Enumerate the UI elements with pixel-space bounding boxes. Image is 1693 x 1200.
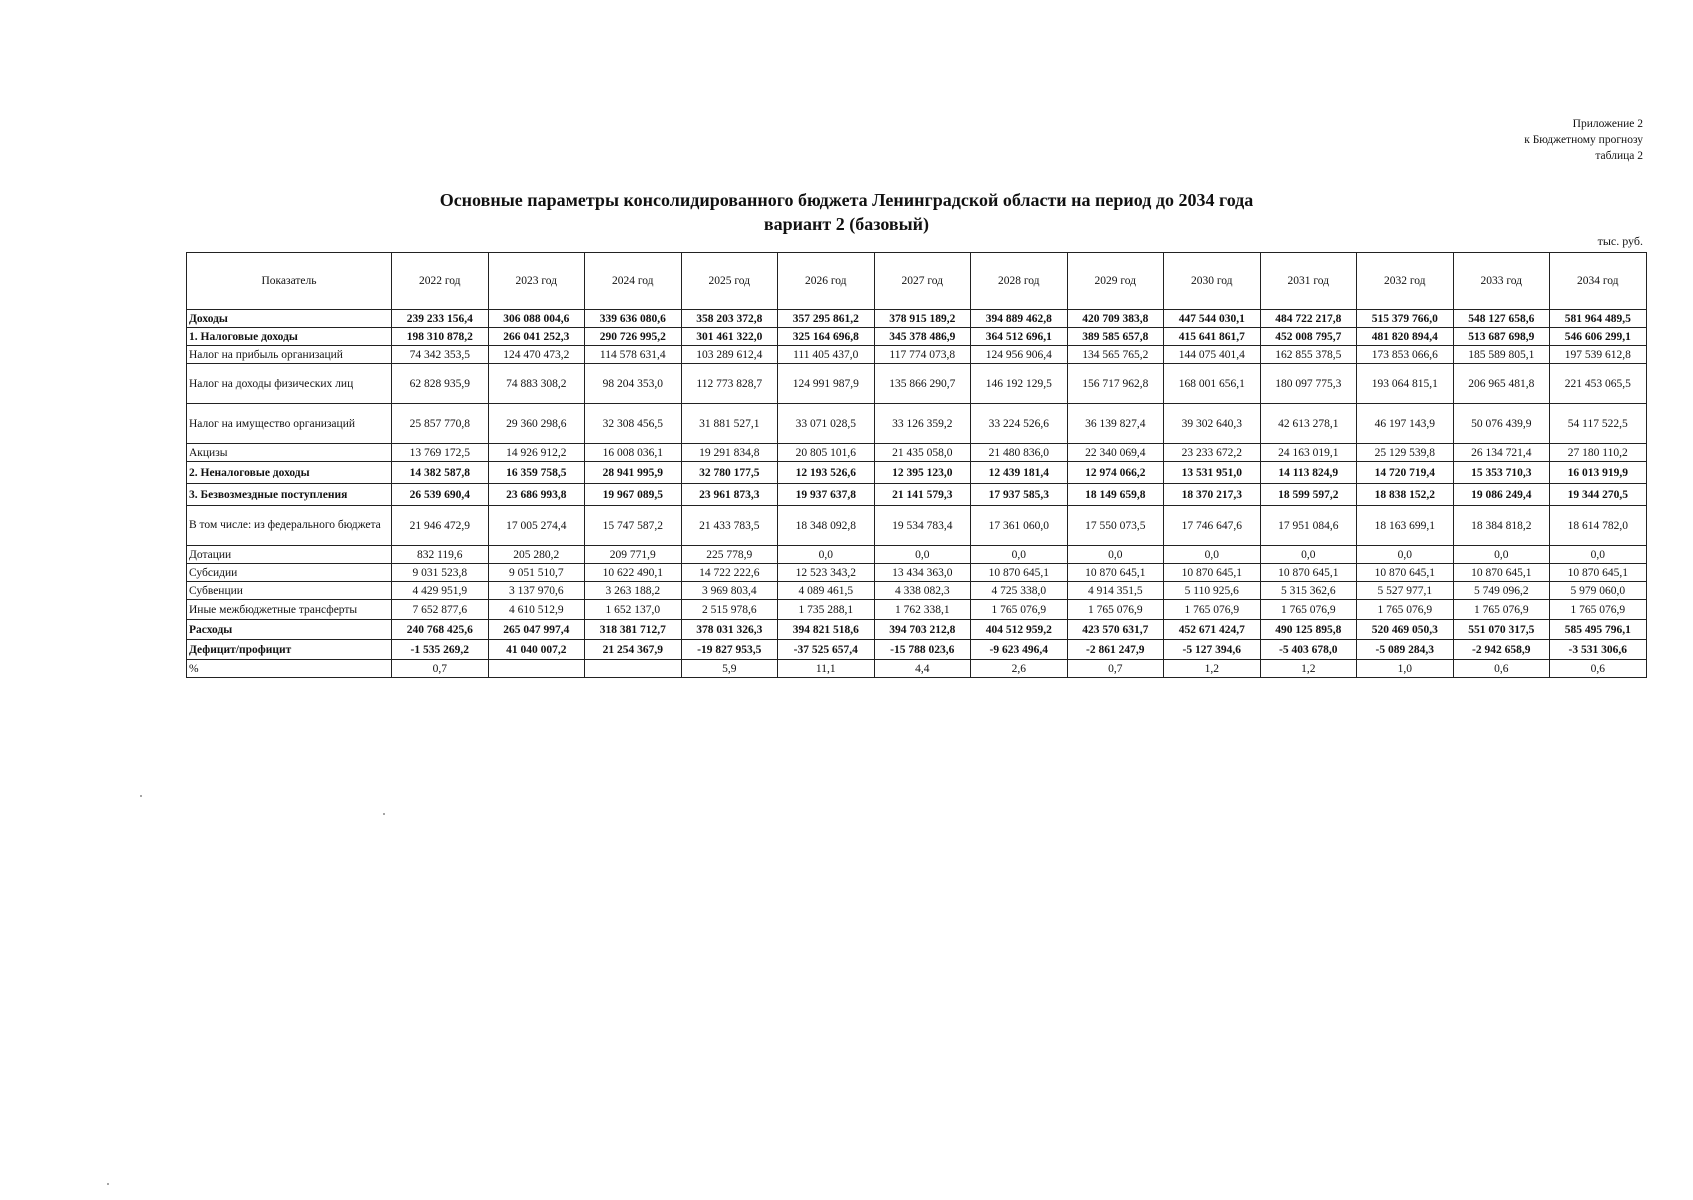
- row-label: 2. Неналоговые доходы: [187, 462, 392, 484]
- table-cell: 32 780 177,5: [681, 462, 778, 484]
- table-cell: 0,6: [1453, 660, 1550, 678]
- table-cell: 168 001 656,1: [1164, 364, 1261, 404]
- table-cell: 205 280,2: [488, 546, 585, 564]
- table-cell: 5 315 362,6: [1260, 582, 1357, 600]
- table-cell: 19 967 089,5: [585, 484, 682, 506]
- table-cell: 1 765 076,9: [971, 600, 1068, 620]
- table-cell: 14 926 912,2: [488, 444, 585, 462]
- table-cell: 484 722 217,8: [1260, 310, 1357, 328]
- table-cell: -1 535 269,2: [392, 640, 489, 660]
- table-cell: 1 765 076,9: [1067, 600, 1164, 620]
- table-row: [187, 484, 1647, 506]
- table-cell: 15 747 587,2: [585, 506, 682, 546]
- table-cell: -19 827 953,5: [681, 640, 778, 660]
- table-cell: 14 382 587,8: [392, 462, 489, 484]
- table-cell: 7 652 877,6: [392, 600, 489, 620]
- table-cell: 1,2: [1260, 660, 1357, 678]
- table-cell: 11,1: [778, 660, 875, 678]
- table-cell: 0,0: [1357, 546, 1454, 564]
- table-cell: 144 075 401,4: [1164, 346, 1261, 364]
- table-cell: 4 089 461,5: [778, 582, 875, 600]
- table-cell: 423 570 631,7: [1067, 620, 1164, 640]
- table-cell: 14 113 824,9: [1260, 462, 1357, 484]
- row-label: Акцизы: [187, 444, 392, 462]
- table-cell: 490 125 895,8: [1260, 620, 1357, 640]
- table-cell: 17 951 084,6: [1260, 506, 1357, 546]
- table-cell: 357 295 861,2: [778, 310, 875, 328]
- table-cell: 18 163 699,1: [1357, 506, 1454, 546]
- table-cell: 26 539 690,4: [392, 484, 489, 506]
- table-cell: 17 937 585,3: [971, 484, 1068, 506]
- table-cell: 5 979 060,0: [1550, 582, 1647, 600]
- row-label: Дефицит/профицит: [187, 640, 392, 660]
- column-header-year: 2022 год: [392, 253, 489, 310]
- table-cell: 481 820 894,4: [1357, 328, 1454, 346]
- column-header-year: 2029 год: [1067, 253, 1164, 310]
- table-cell: 12 193 526,6: [778, 462, 875, 484]
- table-cell: 74 883 308,2: [488, 364, 585, 404]
- row-label: Налог на прибыль организаций: [187, 346, 392, 364]
- column-header-year: 2033 год: [1453, 253, 1550, 310]
- row-label: 3. Безвозмездные поступления: [187, 484, 392, 506]
- table-cell: 146 192 129,5: [971, 364, 1068, 404]
- table-cell: 103 289 612,4: [681, 346, 778, 364]
- table-cell: 1 765 076,9: [1453, 600, 1550, 620]
- table-cell: 198 310 878,2: [392, 328, 489, 346]
- appendix-line: таблица 2: [1595, 150, 1643, 162]
- table-cell: 180 097 775,3: [1260, 364, 1357, 404]
- table-row: [187, 564, 1647, 582]
- table-cell: 23 233 672,2: [1164, 444, 1261, 462]
- table-cell: 33 224 526,6: [971, 404, 1068, 444]
- table-cell: 515 379 766,0: [1357, 310, 1454, 328]
- table-cell: 0,6: [1550, 660, 1647, 678]
- table-cell: 17 746 647,6: [1164, 506, 1261, 546]
- table-cell: 21 480 836,0: [971, 444, 1068, 462]
- row-label: Иные межбюджетные трансферты: [187, 600, 392, 620]
- column-header-year: 2023 год: [488, 253, 585, 310]
- table-cell: 17 550 073,5: [1067, 506, 1164, 546]
- table-cell: 0,0: [971, 546, 1068, 564]
- table-cell: 10 870 645,1: [1260, 564, 1357, 582]
- table-cell: 4 725 338,0: [971, 582, 1068, 600]
- table-cell: 21 433 783,5: [681, 506, 778, 546]
- table-cell: 19 937 637,8: [778, 484, 875, 506]
- table-cell: 23 686 993,8: [488, 484, 585, 506]
- table-cell: 117 774 073,8: [874, 346, 971, 364]
- table-cell: 209 771,9: [585, 546, 682, 564]
- table-cell: 193 064 815,1: [1357, 364, 1454, 404]
- table-cell: 546 606 299,1: [1550, 328, 1647, 346]
- table-cell: -15 788 023,6: [874, 640, 971, 660]
- table-cell: 10 870 645,1: [1164, 564, 1261, 582]
- row-label: Налог на имущество организаций: [187, 404, 392, 444]
- table-row: [187, 640, 1647, 660]
- table-row: [187, 546, 1647, 564]
- table-cell: 18 614 782,0: [1550, 506, 1647, 546]
- table-cell: 114 578 631,4: [585, 346, 682, 364]
- table-cell: 1 765 076,9: [1164, 600, 1261, 620]
- table-cell: 162 855 378,5: [1260, 346, 1357, 364]
- table-cell: 301 461 322,0: [681, 328, 778, 346]
- table-cell: 25 857 770,8: [392, 404, 489, 444]
- table-cell: 10 870 645,1: [1453, 564, 1550, 582]
- table-cell: 10 870 645,1: [971, 564, 1068, 582]
- table-cell: 378 915 189,2: [874, 310, 971, 328]
- table-cell: 21 141 579,3: [874, 484, 971, 506]
- table-row: [187, 444, 1647, 462]
- table-cell: 221 453 065,5: [1550, 364, 1647, 404]
- table-cell: 12 974 066,2: [1067, 462, 1164, 484]
- units-label: тыс. руб.: [1597, 234, 1643, 248]
- table-cell: 325 164 696,8: [778, 328, 875, 346]
- column-header-year: 2024 год: [585, 253, 682, 310]
- table-cell: 41 040 007,2: [488, 640, 585, 660]
- table-cell: 0,0: [778, 546, 875, 564]
- column-header-year: 2028 год: [971, 253, 1068, 310]
- table-cell: 18 599 597,2: [1260, 484, 1357, 506]
- table-cell: 17 361 060,0: [971, 506, 1068, 546]
- row-label: Расходы: [187, 620, 392, 640]
- table-cell: 415 641 861,7: [1164, 328, 1261, 346]
- table-cell: 290 726 995,2: [585, 328, 682, 346]
- table-cell: 520 469 050,3: [1357, 620, 1454, 640]
- table-cell: 18 149 659,8: [1067, 484, 1164, 506]
- table-cell: 39 302 640,3: [1164, 404, 1261, 444]
- table-cell: 318 381 712,7: [585, 620, 682, 640]
- table-cell: 22 340 069,4: [1067, 444, 1164, 462]
- table-cell: 18 384 818,2: [1453, 506, 1550, 546]
- table-row: [187, 328, 1647, 346]
- row-label: Субсидии: [187, 564, 392, 582]
- table-cell: 33 071 028,5: [778, 404, 875, 444]
- row-label: Субвенции: [187, 582, 392, 600]
- table-cell: 452 671 424,7: [1164, 620, 1261, 640]
- table-cell: 36 139 827,4: [1067, 404, 1164, 444]
- table-cell: 394 889 462,8: [971, 310, 1068, 328]
- table-cell: 404 512 959,2: [971, 620, 1068, 640]
- table-cell: 19 344 270,5: [1550, 484, 1647, 506]
- table-cell: 111 405 437,0: [778, 346, 875, 364]
- table-cell: -3 531 306,6: [1550, 640, 1647, 660]
- table-cell: 21 254 367,9: [585, 640, 682, 660]
- table-header-row: [187, 253, 1647, 310]
- table-cell: 5 527 977,1: [1357, 582, 1454, 600]
- table-row: [187, 364, 1647, 404]
- table-cell: 3 969 803,4: [681, 582, 778, 600]
- table-cell: 4 338 082,3: [874, 582, 971, 600]
- table-cell: 12 523 343,2: [778, 564, 875, 582]
- table-cell: 135 866 290,7: [874, 364, 971, 404]
- table-cell: 0,0: [1453, 546, 1550, 564]
- table-cell: 4 610 512,9: [488, 600, 585, 620]
- table-cell: 50 076 439,9: [1453, 404, 1550, 444]
- appendix-note: [1524, 116, 1643, 164]
- column-header-indicator: Показатель: [187, 253, 392, 310]
- table-cell: 1 765 076,9: [1260, 600, 1357, 620]
- table-cell: 394 821 518,6: [778, 620, 875, 640]
- table-cell: 0,7: [1067, 660, 1164, 678]
- table-cell: 420 709 383,8: [1067, 310, 1164, 328]
- table-cell: [488, 660, 585, 678]
- table-cell: 10 870 645,1: [1357, 564, 1454, 582]
- appendix-line: к Бюджетному прогнозу: [1524, 134, 1643, 146]
- table-cell: 358 203 372,8: [681, 310, 778, 328]
- table-cell: 18 838 152,2: [1357, 484, 1454, 506]
- table-cell: 548 127 658,6: [1453, 310, 1550, 328]
- table-cell: -37 525 657,4: [778, 640, 875, 660]
- table-cell: 0,0: [1550, 546, 1647, 564]
- table-cell: 5 110 925,6: [1164, 582, 1261, 600]
- table-cell: 581 964 489,5: [1550, 310, 1647, 328]
- appendix-line: Приложение 2: [1572, 118, 1643, 130]
- column-header-year: 2031 год: [1260, 253, 1357, 310]
- table-cell: 0,7: [392, 660, 489, 678]
- table-cell: 265 047 997,4: [488, 620, 585, 640]
- table-cell: 32 308 456,5: [585, 404, 682, 444]
- table-cell: 1 765 076,9: [1550, 600, 1647, 620]
- table-cell: 197 539 612,8: [1550, 346, 1647, 364]
- table-cell: 551 070 317,5: [1453, 620, 1550, 640]
- table-cell: -5 403 678,0: [1260, 640, 1357, 660]
- table-cell: 134 565 765,2: [1067, 346, 1164, 364]
- table-cell: 1,2: [1164, 660, 1261, 678]
- table-cell: 13 434 363,0: [874, 564, 971, 582]
- table-cell: 28 941 995,9: [585, 462, 682, 484]
- table-cell: 173 853 066,6: [1357, 346, 1454, 364]
- table-cell: 585 495 796,1: [1550, 620, 1647, 640]
- table-cell: 124 991 987,9: [778, 364, 875, 404]
- table-cell: -2 942 658,9: [1453, 640, 1550, 660]
- table-cell: 29 360 298,6: [488, 404, 585, 444]
- table-cell: 98 204 353,0: [585, 364, 682, 404]
- table-cell: 339 636 080,6: [585, 310, 682, 328]
- table-cell: 4,4: [874, 660, 971, 678]
- table-cell: 124 956 906,4: [971, 346, 1068, 364]
- row-label: 1. Налоговые доходы: [187, 328, 392, 346]
- row-label: Дотации: [187, 546, 392, 564]
- table-cell: 13 531 951,0: [1164, 462, 1261, 484]
- table-cell: 185 589 805,1: [1453, 346, 1550, 364]
- table-cell: 17 005 274,4: [488, 506, 585, 546]
- table-row: [187, 582, 1647, 600]
- table-cell: 225 778,9: [681, 546, 778, 564]
- scan-speck: [383, 813, 385, 815]
- table-cell: 3 137 970,6: [488, 582, 585, 600]
- table-cell: 124 470 473,2: [488, 346, 585, 364]
- table-cell: 25 129 539,8: [1357, 444, 1454, 462]
- table-cell: 13 769 172,5: [392, 444, 489, 462]
- table-row: [187, 600, 1647, 620]
- table-cell: 12 395 123,0: [874, 462, 971, 484]
- scan-speck: [107, 1183, 109, 1185]
- table-cell: 0,0: [1067, 546, 1164, 564]
- table-cell: 62 828 935,9: [392, 364, 489, 404]
- table-cell: 378 031 326,3: [681, 620, 778, 640]
- table-cell: 0,0: [874, 546, 971, 564]
- table-cell: 74 342 353,5: [392, 346, 489, 364]
- column-header-year: 2026 год: [778, 253, 875, 310]
- table-cell: 23 961 873,3: [681, 484, 778, 506]
- table-cell: 1 765 076,9: [1357, 600, 1454, 620]
- table-cell: 10 870 645,1: [1067, 564, 1164, 582]
- row-label: Налог на доходы физических лиц: [187, 364, 392, 404]
- table-cell: 156 717 962,8: [1067, 364, 1164, 404]
- scan-speck: [140, 795, 142, 797]
- page-title: [0, 188, 1693, 236]
- table-cell: 19 534 783,4: [874, 506, 971, 546]
- table-cell: 5 749 096,2: [1453, 582, 1550, 600]
- table-cell: 452 008 795,7: [1260, 328, 1357, 346]
- table-cell: 18 370 217,3: [1164, 484, 1261, 506]
- table-cell: 832 119,6: [392, 546, 489, 564]
- table-cell: 1 735 288,1: [778, 600, 875, 620]
- table-cell: 21 435 058,0: [874, 444, 971, 462]
- table-row: [187, 462, 1647, 484]
- table-cell: 1,0: [1357, 660, 1454, 678]
- table-cell: 54 117 522,5: [1550, 404, 1647, 444]
- table-cell: 33 126 359,2: [874, 404, 971, 444]
- row-label: Доходы: [187, 310, 392, 328]
- table-cell: 14 722 222,6: [681, 564, 778, 582]
- table-cell: 2,6: [971, 660, 1068, 678]
- column-header-year: 2027 год: [874, 253, 971, 310]
- table-cell: 20 805 101,6: [778, 444, 875, 462]
- table-cell: 16 008 036,1: [585, 444, 682, 462]
- table-cell: -5 089 284,3: [1357, 640, 1454, 660]
- table-cell: 9 031 523,8: [392, 564, 489, 582]
- table-cell: 394 703 212,8: [874, 620, 971, 640]
- table-cell: 389 585 657,8: [1067, 328, 1164, 346]
- table-row: [187, 660, 1647, 678]
- table-cell: 18 348 092,8: [778, 506, 875, 546]
- table-cell: 447 544 030,1: [1164, 310, 1261, 328]
- table-cell: 4 914 351,5: [1067, 582, 1164, 600]
- table-cell: 5,9: [681, 660, 778, 678]
- table-cell: 306 088 004,6: [488, 310, 585, 328]
- budget-table: [186, 252, 1647, 678]
- table-cell: 14 720 719,4: [1357, 462, 1454, 484]
- table-cell: 266 041 252,3: [488, 328, 585, 346]
- table-row: [187, 620, 1647, 640]
- table-cell: 4 429 951,9: [392, 582, 489, 600]
- table-cell: 19 086 249,4: [1453, 484, 1550, 506]
- table-cell: 19 291 834,8: [681, 444, 778, 462]
- table-cell: 0,0: [1260, 546, 1357, 564]
- table-cell: 345 378 486,9: [874, 328, 971, 346]
- table-cell: [585, 660, 682, 678]
- table-row: [187, 506, 1647, 546]
- table-cell: -9 623 496,4: [971, 640, 1068, 660]
- table-cell: 26 134 721,4: [1453, 444, 1550, 462]
- table-cell: 0,0: [1164, 546, 1261, 564]
- table-cell: 513 687 698,9: [1453, 328, 1550, 346]
- table-cell: 46 197 143,9: [1357, 404, 1454, 444]
- table-cell: 1 652 137,0: [585, 600, 682, 620]
- table-cell: 112 773 828,7: [681, 364, 778, 404]
- table-cell: 3 263 188,2: [585, 582, 682, 600]
- table-cell: 2 515 978,6: [681, 600, 778, 620]
- table-cell: 239 233 156,4: [392, 310, 489, 328]
- table-cell: 206 965 481,8: [1453, 364, 1550, 404]
- column-header-year: 2032 год: [1357, 253, 1454, 310]
- table-cell: 364 512 696,1: [971, 328, 1068, 346]
- title-subline: вариант 2 (базовый): [763, 214, 930, 234]
- table-cell: 31 881 527,1: [681, 404, 778, 444]
- row-label: %: [187, 660, 392, 678]
- table-cell: 12 439 181,4: [971, 462, 1068, 484]
- column-header-year: 2034 год: [1550, 253, 1647, 310]
- table-row: [187, 310, 1647, 328]
- table-cell: -2 861 247,9: [1067, 640, 1164, 660]
- table-cell: 42 613 278,1: [1260, 404, 1357, 444]
- column-header-year: 2025 год: [681, 253, 778, 310]
- table-cell: 10 870 645,1: [1550, 564, 1647, 582]
- table-cell: 240 768 425,6: [392, 620, 489, 640]
- table-row: [187, 404, 1647, 444]
- title-line: Основные параметры консолидированного бюджета Ленинградской области на период до 2034 года: [439, 190, 1254, 210]
- table-cell: -5 127 394,6: [1164, 640, 1261, 660]
- table-cell: 24 163 019,1: [1260, 444, 1357, 462]
- table-cell: 21 946 472,9: [392, 506, 489, 546]
- table-body: [187, 310, 1647, 678]
- table-cell: 16 013 919,9: [1550, 462, 1647, 484]
- table-cell: 16 359 758,5: [488, 462, 585, 484]
- table-cell: 1 762 338,1: [874, 600, 971, 620]
- table-cell: 15 353 710,3: [1453, 462, 1550, 484]
- table-row: [187, 346, 1647, 364]
- column-header-year: 2030 год: [1164, 253, 1261, 310]
- table-cell: 9 051 510,7: [488, 564, 585, 582]
- table-cell: 10 622 490,1: [585, 564, 682, 582]
- table-cell: 27 180 110,2: [1550, 444, 1647, 462]
- row-label: В том числе: из федерального бюджета: [187, 506, 392, 546]
